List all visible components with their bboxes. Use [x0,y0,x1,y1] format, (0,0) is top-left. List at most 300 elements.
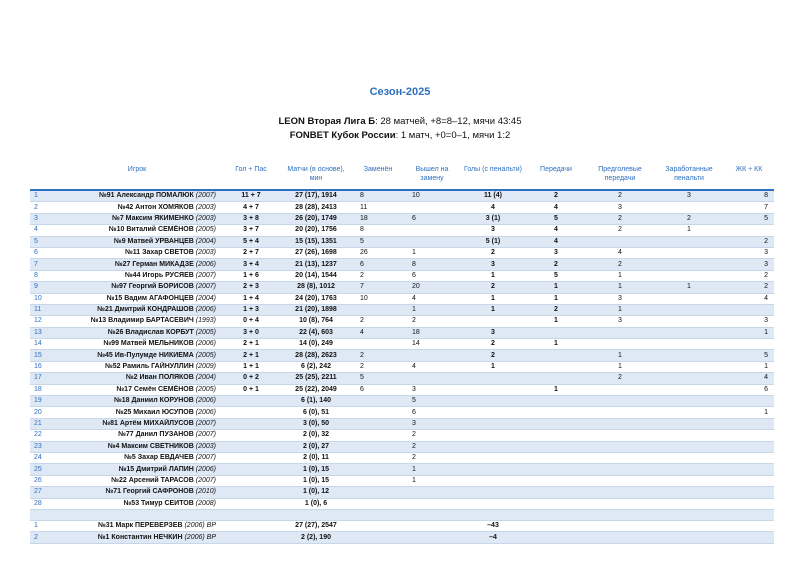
subbed-off: 11 [360,203,368,211]
earned-pens [654,361,724,372]
pre-assists: 1 [618,363,622,371]
assists: 3 [554,249,558,257]
header-num [30,165,52,190]
pre-assists [586,452,654,463]
player-name [52,384,222,395]
row-number: 14 [34,340,42,348]
subbed-off [352,339,404,350]
player-birth-year: (2004) [195,237,216,245]
matches: 28 (28), 2413 [295,203,337,211]
pre-assists [586,441,654,452]
subbed-off [352,441,404,452]
pre-assists: 2 [618,226,622,234]
matches: 1 (0), 12 [280,487,352,498]
subbed-on: 6 [412,408,416,416]
player-birth-year: (2003) [195,249,216,257]
cards [724,418,774,429]
row-number: 18 [34,385,42,393]
subbed-off: 8 [360,226,364,234]
pre-assists: 3 [618,317,622,325]
row-number: 8 [34,271,38,279]
player-name [52,339,222,350]
assists [526,373,586,384]
goal-pass [222,418,280,429]
player-name-text: №97 Георгий БОРИСОВ [111,283,194,291]
matches: 21 (13), 1237 [280,259,352,270]
assists: 1 [554,294,558,302]
subbed-off: 6 [360,385,364,393]
matches: 15 (15), 1351 [280,236,352,247]
assists: 1 [554,385,558,393]
table-row [30,350,774,361]
earned-pens [654,236,724,247]
cards [724,452,774,463]
table-row [30,487,774,498]
row-number: 9 [30,282,52,293]
row-number: 10 [34,294,42,302]
subbed-off: 10 [360,294,368,302]
cards: 2 [724,282,774,293]
player-birth-year: (2005) [195,328,216,336]
row-number: 26 [34,476,42,484]
subbed-off: 18 [352,213,404,224]
goals: 4 [491,203,495,211]
goals: 1 [491,271,495,279]
row-number: 20 [34,408,42,416]
cards [724,396,774,407]
earned-pens [654,373,724,384]
subbed-off [352,418,404,429]
header-earned-pens: Заработанные пенальти [665,166,713,182]
player-birth-year: (2007) [195,476,216,484]
cards [724,487,774,498]
player-birth-year: (2004) [195,294,216,302]
cards [724,304,774,315]
goals [460,487,526,498]
row-number: 3 [30,213,52,224]
row-number: 12 [34,317,42,325]
cards: 3 [724,259,774,270]
assists [526,520,586,531]
table-row [30,293,774,304]
table-row [30,282,774,293]
row-number: 19 [30,396,52,407]
player-name-text: №17 Семён СЕМЁНОВ [116,385,194,393]
matches: 26 (20), 1749 [280,213,352,224]
goal-pass: 2 + 1 [243,340,259,348]
row-number: 4 [34,226,38,234]
player-birth-year: (2006) [195,397,216,405]
goal-pass: 3 + 0 [222,327,280,338]
table-row [30,327,774,338]
goals: 3 (1) [460,213,526,224]
subbed-on: 8 [404,259,460,270]
pre-assists: 2 [586,259,654,270]
matches: 28 (8), 1012 [280,282,352,293]
assists: 2 [526,304,586,315]
player-name-text: №10 Виталий СЕМЁНОВ [108,226,194,234]
cup-stats: : 1 матч, +0=0–1, мячи 1:2 [395,130,511,141]
subbed-off: 5 [352,236,404,247]
player-birth-year: (2005) [195,351,216,359]
goals [460,407,526,418]
player-name [52,475,222,486]
player-stats-table [30,165,774,544]
goal-pass: 0 + 4 [243,317,259,325]
player-name-text: №31 Марк ПЕРЕВЕРЗЕВ [97,522,183,530]
matches: 27 (26), 1698 [295,249,337,257]
earned-pens [654,202,724,213]
player-name-text: №9 Матвей УРВАНЦЕВ [113,237,194,245]
player-name-text: №71 Георгий САФРОНОВ [105,488,194,496]
player-birth-year: (2009) [195,363,216,371]
player-birth-year: (2006) [195,260,216,268]
cards: 5 [724,350,774,361]
goals: 2 [491,340,495,348]
goals: 2 [491,249,495,257]
player-birth-year: (2006) ВР [184,533,216,541]
player-birth-year: (2007) [195,431,216,439]
earned-pens [654,327,724,338]
header-pre-assists: Предголевые передачи [598,166,642,182]
goal-pass: 2 + 3 [222,282,280,293]
player-name-text: №45 Ив-Пулумде НИКИЕМА [97,351,194,359]
row-number: 5 [30,236,52,247]
pre-assists: 3 [618,203,622,211]
cards: 3 [764,249,768,257]
cards [724,532,774,543]
player-birth-year: (2008) [195,499,216,507]
goals: 3 [460,259,526,270]
subbed-on: 2 [412,454,416,462]
subbed-on: 18 [404,327,460,338]
subbed-on [404,373,460,384]
matches: 20 (20), 1756 [295,226,337,234]
matches: 14 (0), 249 [299,340,333,348]
subbed-off [352,430,404,441]
earned-pens [654,418,724,429]
header-player: Игрок [127,166,147,173]
subbed-on: 6 [412,271,416,279]
goal-pass: 11 + 7 [222,190,280,202]
matches: 6 (2), 242 [301,363,331,371]
player-name [52,247,222,258]
assists: 5 [526,213,586,224]
subbed-off: 4 [352,327,404,338]
earned-pens [654,339,724,350]
goals: 2 [460,350,526,361]
subbed-off [352,396,404,407]
player-birth-year: (2005) [195,226,216,234]
goals [460,373,526,384]
pre-assists [586,475,654,486]
assists [526,532,586,543]
row-number: 17 [30,373,52,384]
player-birth-year: (2010) [195,488,216,496]
player-name [52,225,222,236]
table-row [30,304,774,315]
table-row [30,452,774,463]
player-birth-year: (2005) [195,385,216,393]
assists [526,407,586,418]
player-name [52,293,222,304]
assists [526,498,586,509]
table-row [30,190,774,202]
table-row [30,316,774,327]
subbed-on: 1 [412,249,416,257]
assists: 4 [554,226,558,234]
assists: 1 [554,317,558,325]
player-name [52,396,222,407]
assists [526,396,586,407]
subbed-on [404,236,460,247]
goal-pass [222,475,280,486]
pre-assists: 1 [618,271,622,279]
subbed-off [352,475,404,486]
goals: 3 [460,327,526,338]
row-number: 6 [34,249,38,257]
goal-pass [222,487,280,498]
goal-pass [222,396,280,407]
matches: 20 (14), 1544 [295,271,337,279]
pre-assists: 2 [586,213,654,224]
pre-assists [586,396,654,407]
player-birth-year: (2007) [195,454,216,462]
row-number: 1 [30,190,52,202]
row-number: 27 [30,487,52,498]
header-goal-pass: Гол + Пас [235,166,267,173]
assists: 1 [526,282,586,293]
row-number: 16 [34,363,42,371]
table-row [30,498,774,509]
goal-pass: 1 + 6 [243,271,259,279]
matches: 25 (25), 2211 [280,373,352,384]
player-name [52,430,222,441]
subbed-off [352,407,404,418]
cards [724,498,774,509]
player-name-text: №27 Герман МИКАДЗЕ [114,260,194,268]
assists [526,441,586,452]
subbed-on: 3 [404,418,460,429]
subbed-on [404,520,460,531]
row-number: 24 [34,454,42,462]
table-row [30,396,774,407]
pre-assists [586,384,654,395]
goals: 2 [460,282,526,293]
table-row [30,361,774,372]
player-birth-year: (1993) [195,317,216,325]
row-number: 15 [30,350,52,361]
player-name [52,498,222,509]
player-birth-year: (2006) [195,465,216,473]
table-row [30,339,774,350]
goal-pass [222,407,280,418]
league-name: LEON Вторая Лига Б [278,116,376,127]
table-row [30,520,774,531]
cards [724,475,774,486]
row-number: 2 [34,203,38,211]
goal-pass: 2 + 7 [243,249,259,257]
table-row [30,213,774,224]
goal-pass: 1 + 1 [243,363,259,371]
row-number: 11 [30,304,52,315]
player-name-text: №5 Захар ЕВДАЧЕВ [124,454,194,462]
matches: 27 (27), 2547 [295,522,337,530]
subbed-off: 6 [352,259,404,270]
player-name [52,236,222,247]
subbed-on: 1 [404,304,460,315]
goals [460,498,526,509]
matches: 2 (0), 32 [302,431,330,439]
goal-pass [222,441,280,452]
subbed-on: 20 [404,282,460,293]
subbed-on: 2 [404,441,460,452]
goal-pass: 2 + 1 [222,350,280,361]
assists [526,361,586,372]
goals: 3 [491,226,495,234]
table-row [30,236,774,247]
table-row [30,270,774,281]
cards: 7 [764,203,768,211]
cards: 5 [724,213,774,224]
header-subbed-on: Вышел на замену [415,166,449,182]
player-name-text: №2 Иван ПОЛЯКОВ [125,374,194,382]
cards [724,520,774,531]
pre-assists: 2 [586,373,654,384]
table-row [30,259,774,270]
table-spacer-row [30,509,774,520]
subbed-off: 8 [352,190,404,202]
player-name [52,213,222,224]
goals [460,396,526,407]
row-number: 2 [30,532,52,543]
subbed-on: 1 [404,464,460,475]
player-name-text: №1 Константин НЕЧКИН [97,533,183,541]
earned-pens [654,487,724,498]
matches: 22 (4), 603 [280,327,352,338]
subbed-off: 7 [352,282,404,293]
row-number: 7 [30,259,52,270]
table-row [30,202,774,213]
player-birth-year: (2007) [195,271,216,279]
goals: –43 [487,522,499,530]
table-row [30,384,774,395]
matches: 2 (0), 11 [303,454,329,462]
player-name-text: №99 Матвей МЕЛЬНИКОВ [103,340,194,348]
assists [526,475,586,486]
earned-pens: 1 [654,282,724,293]
player-name [52,282,222,293]
header-subbed-off: Заменён [363,166,393,173]
player-birth-year: (2007) [195,283,216,291]
subbed-on [404,350,460,361]
goals [460,464,526,475]
subbed-off [352,452,404,463]
player-name [52,259,222,270]
subbed-on: 4 [412,363,416,371]
table-row [30,464,774,475]
header-assists: Передачи [540,166,572,173]
pre-assists: 1 [586,282,654,293]
table-row [30,373,774,384]
subbed-on [404,225,460,236]
table-row [30,225,774,236]
pre-assists [586,327,654,338]
subbed-on: 1 [412,476,416,484]
goals: 1 [491,363,495,371]
table-row [30,441,774,452]
player-name-text: №15 Дмитрий ЛАПИН [118,465,194,473]
cards: 6 [764,385,768,393]
earned-pens [654,430,724,441]
cards [724,339,774,350]
table-header-row [30,165,774,190]
pre-assists [586,407,654,418]
goal-pass [222,532,280,543]
goals [460,475,526,486]
earned-pens [654,407,724,418]
cards [724,430,774,441]
subbed-off [352,464,404,475]
earned-pens [654,316,724,327]
subbed-on: 14 [412,340,420,348]
goal-pass: 3 + 7 [243,226,259,234]
assists [526,327,586,338]
matches: 21 (20), 1898 [280,304,352,315]
player-birth-year: (2006) [195,408,216,416]
subbed-on: 5 [404,396,460,407]
subbed-on [404,487,460,498]
goals [460,430,526,441]
matches: 6 (0), 51 [302,408,330,416]
player-name [52,441,222,452]
player-name [52,452,222,463]
matches: 2 (2), 190 [280,532,352,543]
spacer-cell [30,509,774,520]
subbed-off: 2 [360,271,364,279]
earned-pens [654,498,724,509]
subbed-off [352,498,404,509]
assists [526,430,586,441]
goal-pass: 0 + 2 [222,373,280,384]
matches: 1 (0), 15 [280,464,352,475]
pre-assists: 1 [586,350,654,361]
player-name [52,487,222,498]
subbed-off: 2 [360,317,364,325]
player-name [52,202,222,213]
player-name-text: №4 Максим СВЕТНИКОВ [107,442,194,450]
player-name [52,350,222,361]
player-name-text: №26 Владислав КОРБУТ [107,328,194,336]
player-birth-year: (2003) [195,442,216,450]
earned-pens: 3 [654,190,724,202]
earned-pens [654,259,724,270]
pre-assists [586,430,654,441]
pre-assists [586,464,654,475]
pre-assists: 4 [618,249,622,257]
earned-pens: 2 [654,213,724,224]
assists [526,452,586,463]
subbed-off: 2 [360,363,364,371]
player-birth-year: (2003) [195,214,216,222]
subbed-on [404,532,460,543]
goals: 11 (4) [460,190,526,202]
player-name-text: №53 Тимур СЕИТОВ [123,499,194,507]
goals [460,316,526,327]
table-row [30,407,774,418]
player-name [52,361,222,372]
league-summary [0,116,800,127]
